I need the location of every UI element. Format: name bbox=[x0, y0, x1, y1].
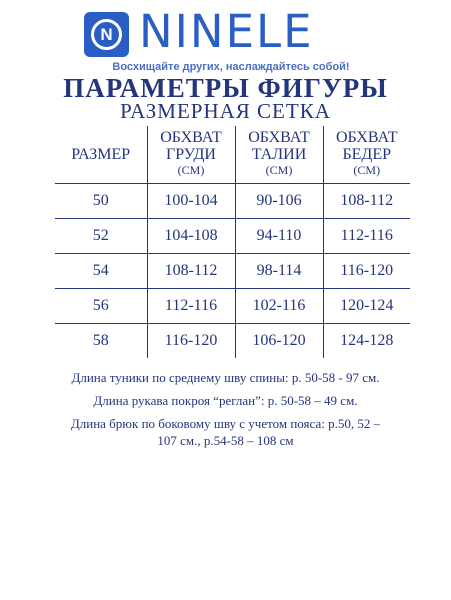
header-chest bbox=[147, 126, 235, 184]
note-tunic-length: Длина туники по среднему шву спины: р. 50-58 - 97 см. bbox=[71, 370, 380, 385]
page-title: ПАРАМЕТРЫ ФИГУРЫ bbox=[63, 73, 388, 103]
table-row bbox=[55, 324, 410, 359]
cell-waist: 90-106 bbox=[235, 184, 323, 219]
cell-size: 56 bbox=[92, 297, 109, 314]
header-waist bbox=[235, 126, 323, 184]
header-hips bbox=[323, 126, 410, 184]
note-sleeve-length: Длина рукава покроя “реглан”: р. 50-58 – 49 см. bbox=[93, 393, 358, 408]
cell-size: 50 bbox=[92, 192, 109, 209]
cell-chest: 104-108 bbox=[147, 219, 235, 254]
cell-waist: 106-120 bbox=[235, 324, 323, 359]
cell-hips: 120-124 bbox=[323, 289, 410, 324]
logo-letter: N bbox=[91, 19, 122, 50]
cell-size: 54 bbox=[92, 262, 109, 279]
cell-hips: 124-128 bbox=[323, 324, 410, 359]
table-row bbox=[55, 289, 410, 324]
cell-size: 58 bbox=[92, 332, 109, 349]
header-waist-unit: (СМ) bbox=[265, 163, 293, 177]
brand-logo-icon bbox=[84, 12, 129, 57]
cell-size: 52 bbox=[92, 227, 109, 244]
table-row bbox=[55, 254, 410, 289]
table-row bbox=[55, 219, 410, 254]
brand-slogan: Восхищайте других, наслаждайтесь собой! bbox=[112, 61, 350, 73]
cell-waist: 102-116 bbox=[235, 289, 323, 324]
header-chest-line2: ГРУДИ bbox=[166, 146, 216, 163]
header-hips-line2: БЕДЕР bbox=[342, 146, 392, 163]
table-row bbox=[55, 184, 410, 219]
cell-waist: 94-110 bbox=[235, 219, 323, 254]
cell-hips: 108-112 bbox=[323, 184, 410, 219]
table-header-row bbox=[55, 126, 410, 184]
note-trousers-length-line2: 107 см., р.54-58 – 108 см bbox=[157, 433, 294, 448]
cell-chest: 108-112 bbox=[147, 254, 235, 289]
page-subtitle: РАЗМЕРНАЯ СЕТКА bbox=[120, 99, 331, 123]
cell-hips: 116-120 bbox=[323, 254, 410, 289]
header-chest-unit: (СМ) bbox=[177, 163, 205, 177]
brand-name: NINELE bbox=[139, 5, 314, 58]
note-trousers-length-line1: Длина брюк по боковому шву с учетом пояса: р.50, 52 – bbox=[70, 416, 381, 431]
header-waist-line2: ТАЛИИ bbox=[251, 146, 307, 163]
cell-chest: 112-116 bbox=[147, 289, 235, 324]
cell-chest: 116-120 bbox=[147, 324, 235, 359]
header-size bbox=[55, 126, 147, 184]
header-waist-line1: ОБХВАТ bbox=[248, 129, 310, 146]
cell-chest: 100-104 bbox=[147, 184, 235, 219]
header-size-label: РАЗМЕР bbox=[71, 146, 131, 163]
cell-waist: 98-114 bbox=[235, 254, 323, 289]
cell-hips: 112-116 bbox=[323, 219, 410, 254]
size-chart-table bbox=[55, 126, 410, 358]
header-chest-line1: ОБХВАТ bbox=[160, 129, 222, 146]
header-hips-line1: ОБХВАТ bbox=[336, 129, 398, 146]
header-hips-unit: (СМ) bbox=[353, 163, 381, 177]
